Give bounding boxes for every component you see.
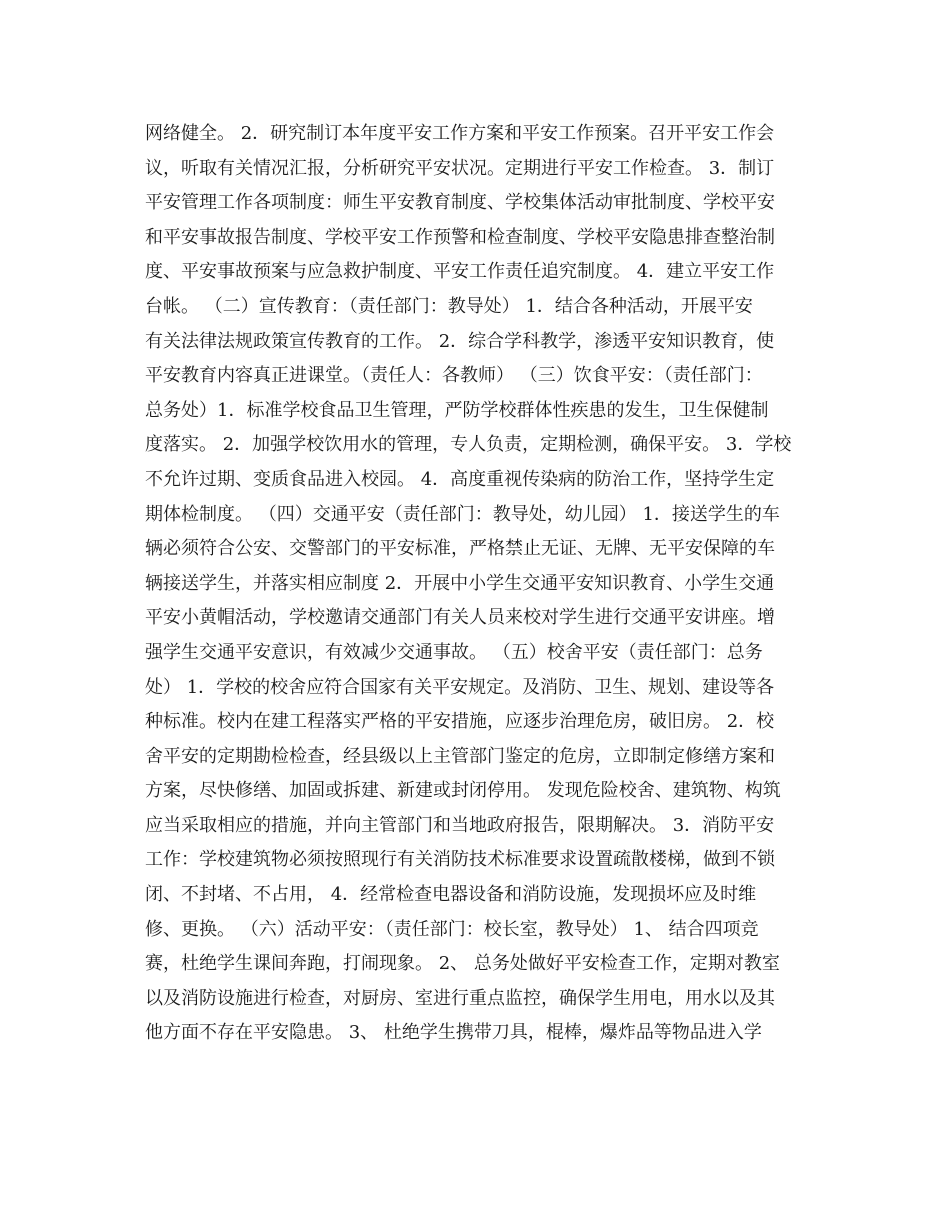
text-line-08: 平安教育内容真正进课堂。（责任人：各教师） （三）饮食平安：（责任部门： (145, 365, 763, 387)
text-line-15: 平安小黄帽活动，学校邀请交通部门有关人员来校对学生进行交通平安讲座。增 (145, 607, 775, 629)
text-line-10: 度落实。 2．加强学校饮用水的管理，专人负责，定期检测，确保平安。 3．学校 (145, 434, 792, 456)
text-line-23: 闭、不封堵、不占用， 4．经常检查电器设备和消防设施，发现损坏应及时维 (145, 884, 757, 906)
text-line-09: 总务处）1．标准学校食品卫生管理，严防学校群体性疾患的发生，卫生保健制 (145, 399, 769, 421)
text-line-18: 种标准。校内在建工程落实严格的平安措施，应逐步治理危房，破旧房。 2．校 (145, 711, 775, 733)
text-line-05: 度、平安事故预案与应急救护制度、平安工作责任追究制度。 4．建立平安工作 (145, 261, 775, 283)
text-line-22: 工作：学校建筑物必须按照现行有关消防技术标准要求设置疏散楼梯，做到不锁 (145, 849, 775, 871)
text-line-06: 台帐。 （二）宣传教育：（责任部门：教导处） 1．结合各种活动，开展平安 (145, 295, 753, 317)
text-line-25: 赛，杜绝学生课间奔跑，打闹现象。 2、 总务处做好平安检查工作，定期对教室 (145, 953, 780, 975)
text-line-20: 方案，尽快修缮、加固或拆建、新建或封闭停用。 发现危险校舍、建筑物、构筑 (145, 780, 781, 802)
text-line-07: 有关法律法规政策宣传教育的工作。 2．综合学科教学，渗透平安知识教育，使 (145, 330, 775, 352)
text-line-13: 辆必须符合公安、交警部门的平安标准，严格禁止无证、无牌、无平安保障的车 (145, 538, 775, 560)
text-line-21: 应当采取相应的措施，并向主管部门和当地政府报告，限期解决。 3．消防平安 (145, 814, 775, 836)
text-line-04: 和平安事故报告制度、学校平安工作预警和检查制度、学校平安隐患排查整治制 (145, 226, 775, 248)
text-line-14: 辆接送学生，并落实相应制度 2．开展中小学生交通平安知识教育、小学生交通 (145, 572, 775, 594)
text-line-17: 处） 1．学校的校舍应符合国家有关平安规定。及消防、卫生、规划、建设等各 (145, 676, 775, 698)
document-body (145, 117, 815, 1051)
text-line-26: 以及消防设施进行检查，对厨房、室进行重点监控，确保学生用电，用水以及其 (145, 987, 775, 1009)
text-line-02: 议，听取有关情况汇报，分析研究平安状况。定期进行平安工作检查。 3．制订 (145, 157, 775, 179)
text-line-12: 期体检制度。 （四）交通平安（责任部门：教导处，幼儿园） 1．接送学生的车 (145, 503, 780, 525)
text-line-01: 网络健全。 2．研究制订本年度平安工作方案和平安工作预案。召开平安工作会 (145, 123, 775, 144)
text-line-16: 强学生交通平安意识，有效减少交通事故。 （五）校舍平安（责任部门：总务 (145, 641, 763, 663)
text-line-24: 修、更换。 （六）活动平安：（责任部门：校长室，教导处） 1、 结合四项竞 (145, 918, 759, 940)
text-line-03: 平安管理工作各项制度：师生平安教育制度、学校集体活动审批制度、学校平安 (145, 192, 775, 214)
text-line-19: 舍平安的定期勘检检查，经县级以上主管部门鉴定的危房，立即制定修缮方案和 (145, 745, 775, 767)
text-line-27: 他方面不存在平安隐患。 3、 杜绝学生携带刀具，棍棒，爆炸品等物品进入学 (145, 1022, 762, 1044)
text-line-11: 不允许过期、变质食品进入校园。 4．高度重视传染病的防治工作，坚持学生定 (145, 468, 775, 490)
